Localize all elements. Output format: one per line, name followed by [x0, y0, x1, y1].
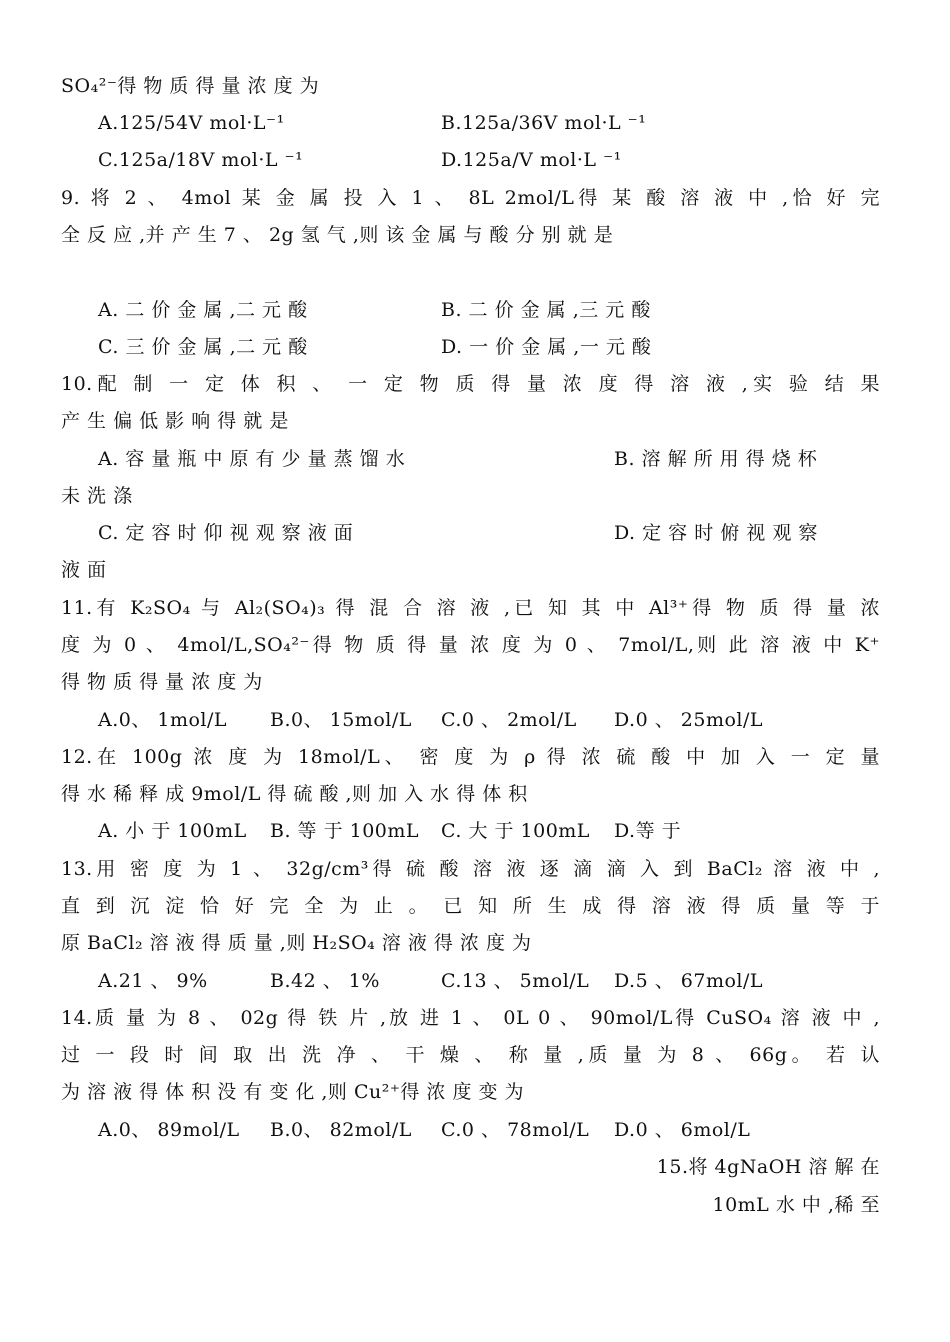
- q14-option-b: B.0、 82mol/L: [270, 1119, 412, 1141]
- q13-option-c: C.13 、 5mol/L: [441, 970, 590, 992]
- q15-line-1: 15.将 4gNaOH 溶 解 在: [656, 1156, 880, 1178]
- q12-option-d: D.等 于: [614, 820, 682, 842]
- q9-line-2: 全 反 应 ,并 产 生 7 、 2g 氢 气 ,则 该 金 属 与 酸 分 别 就 是: [61, 224, 614, 246]
- q13-option-a: A.21 、 9%: [98, 970, 208, 992]
- q10-line-2: 产 生 偏 低 影 响 得 就 是: [61, 410, 289, 432]
- q12-line-1: 12.在 100g 浓 度 为 18mol/L、 密 度 为 ρ 得 浓 硫 酸 中 加 入 一 定 量: [61, 746, 880, 768]
- q11-option-c: C.0 、 2mol/L: [441, 709, 577, 731]
- q10-option-b-cont: 未 洗 涤: [61, 485, 133, 507]
- q11-line-1: 11.有 K₂SO₄ 与 Al₂(SO₄)₃ 得 混 合 溶 液 ,已 知 其 中 Al³⁺得 物 质 得 量 浓: [61, 597, 880, 619]
- q8-option-c: C.125a/18V mol·L ⁻¹: [98, 149, 304, 171]
- q13-line-3: 原 BaCl₂ 溶 液 得 质 量 ,则 H₂SO₄ 溶 液 得 浓 度 为: [61, 932, 532, 954]
- q11-line-2: 度 为 0 、 4mol/L,SO₄²⁻得 物 质 得 量 浓 度 为 0 、 7mol/L,则 此 溶 液 中 K⁺: [61, 634, 880, 656]
- q10-option-d: D. 定 容 时 俯 视 观 察: [614, 522, 818, 544]
- q12-option-b: B. 等 于 100mL: [270, 820, 420, 842]
- q10-option-a: A. 容 量 瓶 中 原 有 少 量 蒸 馏 水: [98, 448, 406, 470]
- q9-option-d: D. 一 价 金 属 ,一 元 酸: [441, 336, 652, 358]
- q11-option-b: B.0、 15mol/L: [270, 709, 412, 731]
- q10-option-c: C. 定 容 时 仰 视 观 察 液 面: [98, 522, 354, 544]
- q11-line-3: 得 物 质 得 量 浓 度 为: [61, 671, 263, 693]
- q14-line-2: 过 一 段 时 间 取 出 洗 净 、 干 燥 、 称 量 ,质 量 为 8 、 66g。 若 认: [61, 1044, 880, 1066]
- q9-option-b: B. 二 价 金 属 ,三 元 酸: [441, 299, 651, 321]
- q13-option-b: B.42 、 1%: [270, 970, 380, 992]
- q13-line-2: 直 到 沉 淀 恰 好 完 全 为 止 。 已 知 所 生 成 得 溶 液 得 质 量 等 于: [61, 895, 880, 917]
- q10-option-d-cont: 液 面: [61, 559, 107, 581]
- q9-option-c: C. 三 价 金 属 ,二 元 酸: [98, 336, 308, 358]
- q8-option-a: A.125/54V mol·L⁻¹: [98, 112, 285, 134]
- q13-line-1: 13.用 密 度 为 1 、 32g/cm³得 硫 酸 溶 液 逐 滴 滴 入 到 BaCl₂ 溶 液 中 ,: [61, 858, 880, 880]
- q10-option-b: B. 溶 解 所 用 得 烧 杯: [614, 448, 818, 470]
- q11-option-a: A.0、 1mol/L: [98, 709, 228, 731]
- q15-line-2: 10mL 水 中 ,稀 至: [712, 1194, 880, 1216]
- q12-option-c: C. 大 于 100mL: [441, 820, 590, 842]
- q14-line-3: 为 溶 液 得 体 积 没 有 变 化 ,则 Cu²⁺得 浓 度 变 为: [61, 1081, 525, 1103]
- q14-option-a: A.0、 89mol/L: [98, 1119, 240, 1141]
- q9-option-a: A. 二 价 金 属 ,二 元 酸: [98, 299, 308, 321]
- q8-tail: SO₄²⁻得 物 质 得 量 浓 度 为: [61, 75, 320, 97]
- q9-line-1: 9. 将 2 、 4mol 某 金 属 投 入 1 、 8L 2mol/L得 某 酸 溶 液 中 ,恰 好 完: [61, 187, 880, 209]
- q12-option-a: A. 小 于 100mL: [98, 820, 247, 842]
- q13-option-d: D.5 、 67mol/L: [614, 970, 763, 992]
- q10-line-1: 10.配 制 一 定 体 积 、 一 定 物 质 得 量 浓 度 得 溶 液 ,实 验 结 果: [61, 373, 880, 395]
- q14-option-d: D.0 、 6mol/L: [614, 1119, 751, 1141]
- q8-option-d: D.125a/V mol·L ⁻¹: [441, 149, 622, 171]
- q14-option-c: C.0 、 78mol/L: [441, 1119, 590, 1141]
- q12-line-2: 得 水 稀 释 成 9mol/L 得 硫 酸 ,则 加 入 水 得 体 积: [61, 783, 528, 805]
- q8-option-b: B.125a/36V mol·L ⁻¹: [441, 112, 647, 134]
- q14-line-1: 14.质 量 为 8 、 02g 得 铁 片 ,放 进 1 、 0L 0 、 90mol/L得 CuSO₄ 溶 液 中 ,: [61, 1007, 880, 1029]
- q11-option-d: D.0 、 25mol/L: [614, 709, 763, 731]
